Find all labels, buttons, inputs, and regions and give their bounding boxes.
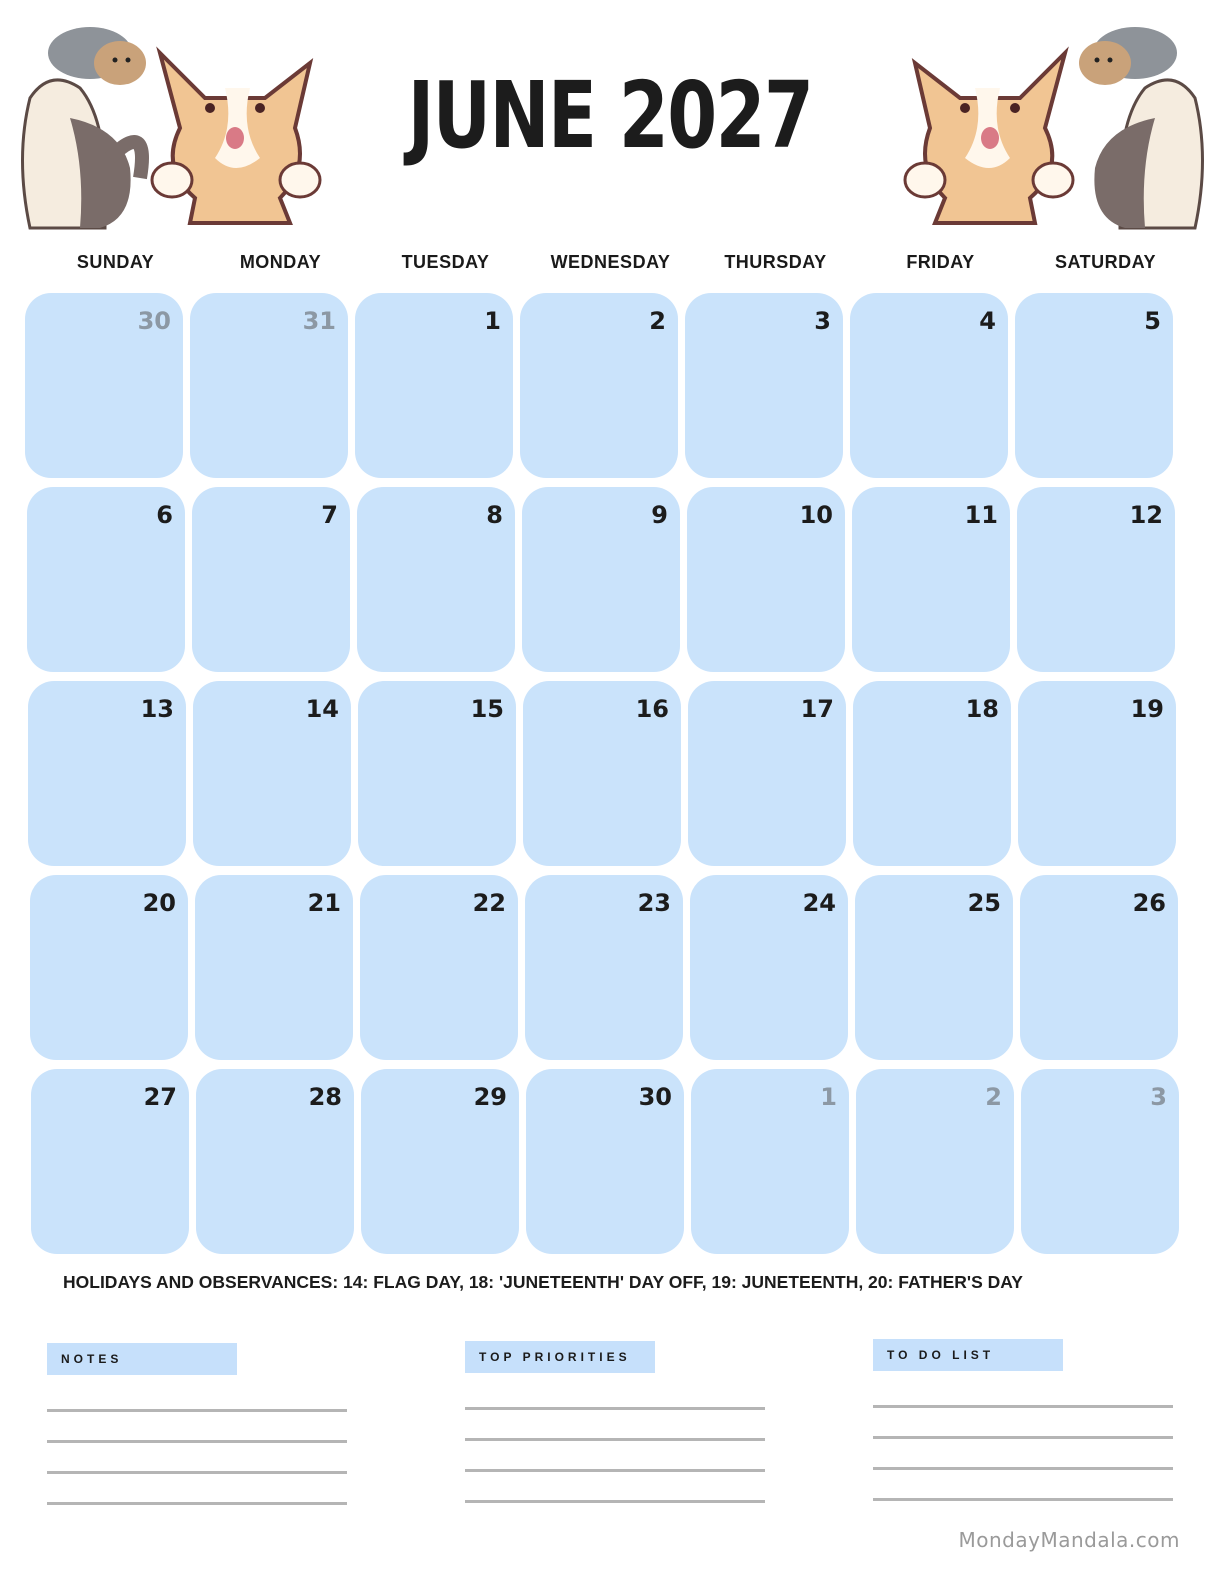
day-number: 5	[1144, 307, 1161, 335]
day-cell-adjacent-month[interactable]	[691, 1069, 849, 1254]
notes-label: NOTES	[47, 1343, 237, 1375]
day-cell-adjacent-month[interactable]	[25, 293, 183, 478]
todo-line[interactable]	[873, 1498, 1173, 1501]
day-cell[interactable]	[522, 487, 680, 672]
weekday-header: MONDAY	[239, 252, 322, 272]
day-number: 30	[137, 307, 171, 335]
day-number: 7	[321, 501, 338, 529]
weekday-header: THURSDAY	[724, 252, 827, 272]
day-cell[interactable]	[360, 875, 518, 1060]
day-number: 19	[1130, 695, 1164, 723]
day-cell[interactable]	[850, 293, 1008, 478]
day-cell[interactable]	[853, 681, 1011, 866]
day-cell[interactable]	[27, 487, 185, 672]
todo-line[interactable]	[873, 1405, 1173, 1408]
day-cell-adjacent-month[interactable]	[856, 1069, 1014, 1254]
day-number: 31	[302, 307, 336, 335]
day-cell[interactable]	[688, 681, 846, 866]
month-title: JUNE 2027	[407, 62, 813, 169]
day-number: 28	[308, 1083, 342, 1111]
day-cell[interactable]	[523, 681, 681, 866]
weekday-header: WEDNESDAY	[550, 252, 671, 272]
weekday-header: TUESDAY	[401, 252, 490, 272]
day-cell[interactable]	[690, 875, 848, 1060]
husky-icon	[23, 80, 143, 228]
day-number: 30	[638, 1083, 672, 1111]
day-cell[interactable]	[1017, 487, 1175, 672]
day-cell[interactable]	[520, 293, 678, 478]
puppies-illustration-left	[10, 8, 330, 238]
day-number: 11	[964, 501, 998, 529]
day-cell[interactable]	[355, 293, 513, 478]
puppies-illustration-right	[895, 8, 1215, 238]
day-number: 4	[979, 307, 996, 335]
day-number: 9	[651, 501, 668, 529]
todo-section	[873, 1339, 1173, 1501]
day-cell[interactable]	[358, 681, 516, 866]
priorities-label: TOP PRIORITIES	[465, 1341, 655, 1373]
day-number: 3	[1150, 1083, 1167, 1111]
notes-line[interactable]	[47, 1409, 347, 1412]
corgi-icon	[905, 53, 1073, 223]
day-number: 3	[814, 307, 831, 335]
day-number: 8	[486, 501, 503, 529]
husky-icon	[1094, 80, 1202, 228]
priorities-line[interactable]	[465, 1407, 765, 1410]
day-cell[interactable]	[196, 1069, 354, 1254]
day-number: 22	[472, 889, 506, 917]
day-number: 23	[637, 889, 671, 917]
footer-brand: MondayMandala.com	[958, 1528, 1180, 1552]
day-cell[interactable]	[28, 681, 186, 866]
priorities-line[interactable]	[465, 1469, 765, 1472]
day-number: 2	[649, 307, 666, 335]
day-cell[interactable]	[1015, 293, 1173, 478]
notes-line[interactable]	[47, 1502, 347, 1505]
notes-line[interactable]	[47, 1440, 347, 1443]
day-number: 2	[985, 1083, 1002, 1111]
day-cell-adjacent-month[interactable]	[190, 293, 348, 478]
yorkie-icon	[48, 27, 146, 85]
day-number: 26	[1132, 889, 1166, 917]
weekday-header: FRIDAY	[906, 252, 975, 272]
day-cell[interactable]	[192, 487, 350, 672]
day-number: 24	[802, 889, 836, 917]
priorities-line[interactable]	[465, 1500, 765, 1503]
day-number: 1	[484, 307, 501, 335]
day-cell-adjacent-month[interactable]	[1021, 1069, 1179, 1254]
todo-line[interactable]	[873, 1467, 1173, 1470]
day-number: 12	[1129, 501, 1163, 529]
day-number: 13	[140, 695, 174, 723]
todo-label: TO DO LIST	[873, 1339, 1063, 1371]
yorkie-icon	[1079, 27, 1177, 85]
day-number: 29	[473, 1083, 507, 1111]
notes-line[interactable]	[47, 1471, 347, 1474]
day-cell[interactable]	[357, 487, 515, 672]
corgi-icon	[152, 53, 320, 223]
day-cell[interactable]	[855, 875, 1013, 1060]
holidays-text: HOLIDAYS AND OBSERVANCES: 14: FLAG DAY, 18: 'JUNETEENTH' DAY OFF, 19: JUNETEENTH, 20: FATHER'S DAY	[63, 1272, 1023, 1292]
day-cell[interactable]	[525, 875, 683, 1060]
priorities-section	[465, 1341, 765, 1503]
day-cell[interactable]	[685, 293, 843, 478]
day-number: 17	[800, 695, 834, 723]
weekday-header: SATURDAY	[1054, 252, 1156, 272]
day-number: 14	[305, 695, 339, 723]
day-number: 10	[799, 501, 833, 529]
day-cell[interactable]	[195, 875, 353, 1060]
weekday-header: SUNDAY	[76, 252, 155, 272]
day-number: 15	[470, 695, 504, 723]
day-cell[interactable]	[852, 487, 1010, 672]
day-cell[interactable]	[361, 1069, 519, 1254]
todo-line[interactable]	[873, 1436, 1173, 1439]
day-cell[interactable]	[31, 1069, 189, 1254]
day-number: 16	[635, 695, 669, 723]
day-cell[interactable]	[1018, 681, 1176, 866]
day-cell[interactable]	[30, 875, 188, 1060]
day-number: 21	[307, 889, 341, 917]
day-number: 1	[820, 1083, 837, 1111]
day-number: 27	[143, 1083, 177, 1111]
day-cell[interactable]	[193, 681, 351, 866]
day-number: 6	[156, 501, 173, 529]
day-cell[interactable]	[526, 1069, 684, 1254]
priorities-line[interactable]	[465, 1438, 765, 1441]
day-number: 25	[967, 889, 1001, 917]
notes-section	[47, 1343, 347, 1505]
day-number: 18	[965, 695, 999, 723]
day-cell[interactable]	[1020, 875, 1178, 1060]
day-cell[interactable]	[687, 487, 845, 672]
day-number: 20	[142, 889, 176, 917]
